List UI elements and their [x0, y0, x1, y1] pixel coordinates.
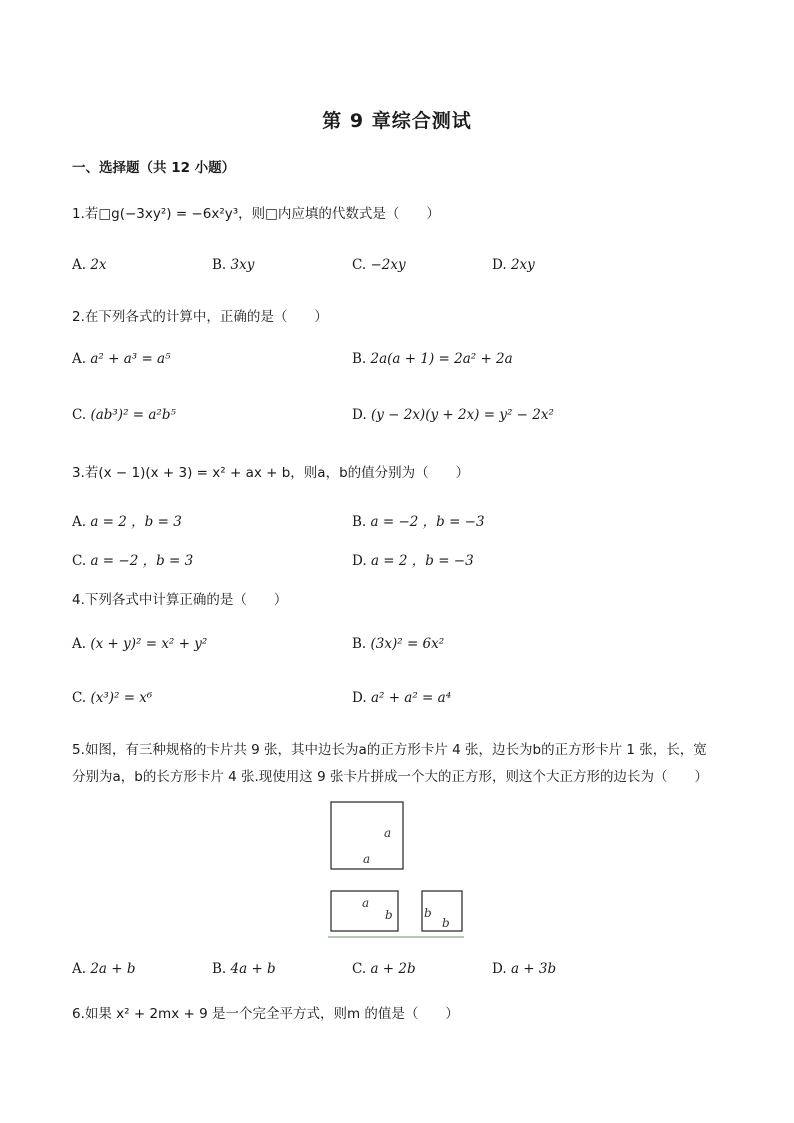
q5-option-c: C. a + 2b: [352, 961, 416, 977]
question-2-stem: 2.在下列各式的计算中，正确的是（ ）: [72, 309, 328, 325]
q4-option-d: D. a² + a² = a⁴: [352, 690, 452, 706]
question-1-stem: 1.若□g(−3xy²) = −6x²y³，则□内应填的代数式是（ ）: [72, 206, 440, 222]
rectangle-b-label: b: [385, 908, 393, 922]
q2-option-b: B. 2a(a + 1) = 2a² + 2a: [352, 351, 513, 367]
question-4-stem: 4.下列各式中计算正确的是（ ）: [72, 592, 288, 608]
q2-option-a: A. a² + a³ = a⁵: [72, 351, 171, 367]
q4-option-a: A. (x + y)² = x² + y²: [72, 636, 208, 652]
q1-option-a: A. 2x: [72, 257, 107, 273]
question-5-stem-line-1: 5.如图，有三种规格的卡片共 9 张，其中边长为a的正方形卡片 4 张，边长为b的正方形卡片 1 张，长，宽: [72, 742, 707, 758]
q3-option-c: C. a = −2 ，b = 3: [72, 553, 194, 569]
small-square-left-label: b: [424, 906, 432, 920]
question-5-stem-line-2: 分别为a，b的长方形卡片 4 张.现使用这 9 张卡片拼成一个大的正方形，则这个大正方形的边长为（ ）: [72, 769, 708, 785]
question-3-stem: 3.若(x − 1)(x + 3) = x² + ax + b，则a，b的值分别为（ ）: [72, 465, 470, 481]
big-square-bottom-label: a: [363, 852, 371, 866]
q4-option-b: B. (3x)² = 6x²: [352, 636, 445, 652]
q2-option-c: C. (ab³)² = a²b⁵: [72, 407, 176, 423]
q5-option-a: A. 2a + b: [72, 961, 136, 977]
q3-option-a: A. a = 2 ，b = 3: [72, 514, 182, 530]
q5-option-d: D. a + 3b: [492, 961, 557, 977]
card-figure: [326, 797, 466, 939]
q3-option-d: D. a = 2 ，b = −3: [352, 553, 474, 569]
page-title: 第 9 章综合测试: [322, 110, 472, 132]
q4-option-c: C. (x³)² = x⁶: [72, 690, 153, 706]
q1-option-c: C. −2xy: [352, 257, 406, 273]
q3-option-b: B. a = −2 ，b = −3: [352, 514, 485, 530]
q2-option-d: D. (y − 2x)(y + 2x) = y² − 2x²: [352, 407, 554, 423]
small-square-bottom-label: b: [442, 916, 450, 930]
section-heading: 一、选择题（共 12 小题）: [72, 160, 236, 176]
rectangle-a-label: a: [362, 896, 370, 910]
q5-option-b: B. 4a + b: [212, 961, 276, 977]
question-6-stem: 6.如果 x² + 2mx + 9 是一个完全平方式，则m 的值是（ ）: [72, 1006, 459, 1022]
q1-option-d: D. 2xy: [492, 257, 535, 273]
big-square-side-label: a: [384, 826, 392, 840]
q1-option-b: B. 3xy: [212, 257, 255, 273]
